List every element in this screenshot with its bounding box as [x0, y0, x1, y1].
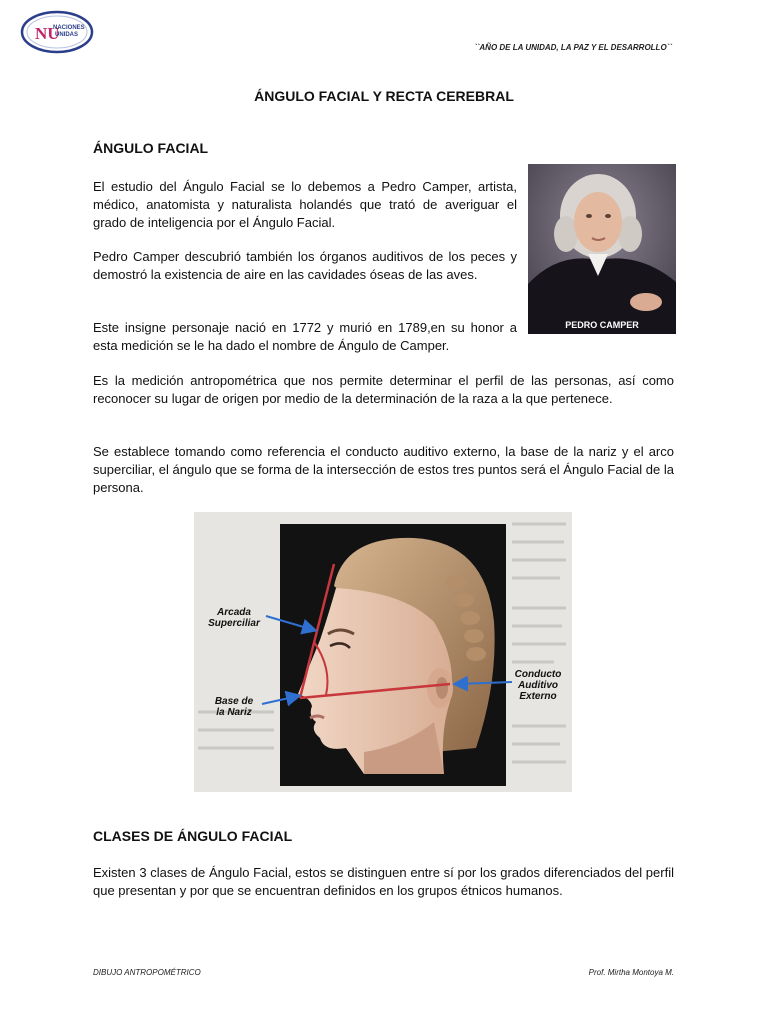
label-conducto-line2: Auditivo — [518, 680, 558, 691]
portrait-caption: PEDRO CAMPER — [565, 320, 639, 330]
logo-initials: NU — [35, 24, 60, 43]
label-conducto-auditivo — [506, 669, 570, 702]
paragraph-1: El estudio del Ángulo Facial se lo debemos a Pedro Camper, artista, médico, anatomista y naturalista holandés que trató de averiguar el grado de inteligencia por el Ángulo Facial. — [93, 179, 517, 230]
label-arcada-line1: Arcada — [217, 607, 251, 618]
section-heading-clases: CLASES DE ÁNGULO FACIAL — [93, 828, 293, 844]
section-heading-angulo-facial: ÁNGULO FACIAL — [93, 140, 209, 156]
facial-angle-figure — [194, 512, 572, 792]
page-title: ÁNGULO FACIAL Y RECTA CEREBRAL — [254, 88, 514, 104]
header-motto: ``AÑO DE LA UNIDAD, LA PAZ Y EL DESARROLLO`` — [474, 43, 672, 52]
label-base-nariz — [202, 696, 266, 718]
paragraph-3: Este insigne personaje nació en 1772 y murió en 1789,en su honor a esta medición se le ha dado el nombre de Ángulo de Camper. — [93, 320, 517, 353]
pedro-camper-portrait — [528, 164, 676, 334]
label-base-line1: Base de — [214, 696, 254, 707]
paragraph-5: Se establece tomando como referencia el conducto auditivo externo, la base de la nariz y el arco superciliar, el ángulo que se forma de la intersección de estos tres puntos será el Ángulo Facial de la persona. — [93, 444, 674, 495]
paragraph-2: Pedro Camper descubrió también los órganos auditivos de los peces y demostró la existencia de aire en las cavidades óseas de las aves. — [93, 249, 517, 282]
paragraph-4: Es la medición antropométrica que nos permite determinar el perfil de las personas, así como reconocer su lugar de origen por medio de la determinación de la raza a la que pertenece. — [93, 373, 674, 406]
label-conducto-line3: Externo — [519, 691, 557, 702]
footer-right: Prof. Mirtha Montoya M. — [588, 968, 674, 977]
naciones-unidas-logo — [20, 10, 94, 54]
footer-left: DIBUJO ANTROPOMÉTRICO — [93, 968, 201, 977]
label-base-line2: la Nariz — [216, 707, 252, 718]
label-conducto-line1: Conducto — [514, 669, 562, 680]
label-arcada-line2: Superciliar — [208, 618, 260, 629]
logo-text-top: NACIONES — [53, 25, 85, 31]
logo-text-bottom: UNIDAS — [55, 32, 79, 38]
label-arcada-superciliar — [202, 607, 266, 629]
paragraph-clases: Existen 3 clases de Ángulo Facial, estos se distinguen entre sí por los grados diferenciados del perfil que presentan y por que se encuentran definidos en los grupos étnicos humanos. — [93, 865, 674, 898]
